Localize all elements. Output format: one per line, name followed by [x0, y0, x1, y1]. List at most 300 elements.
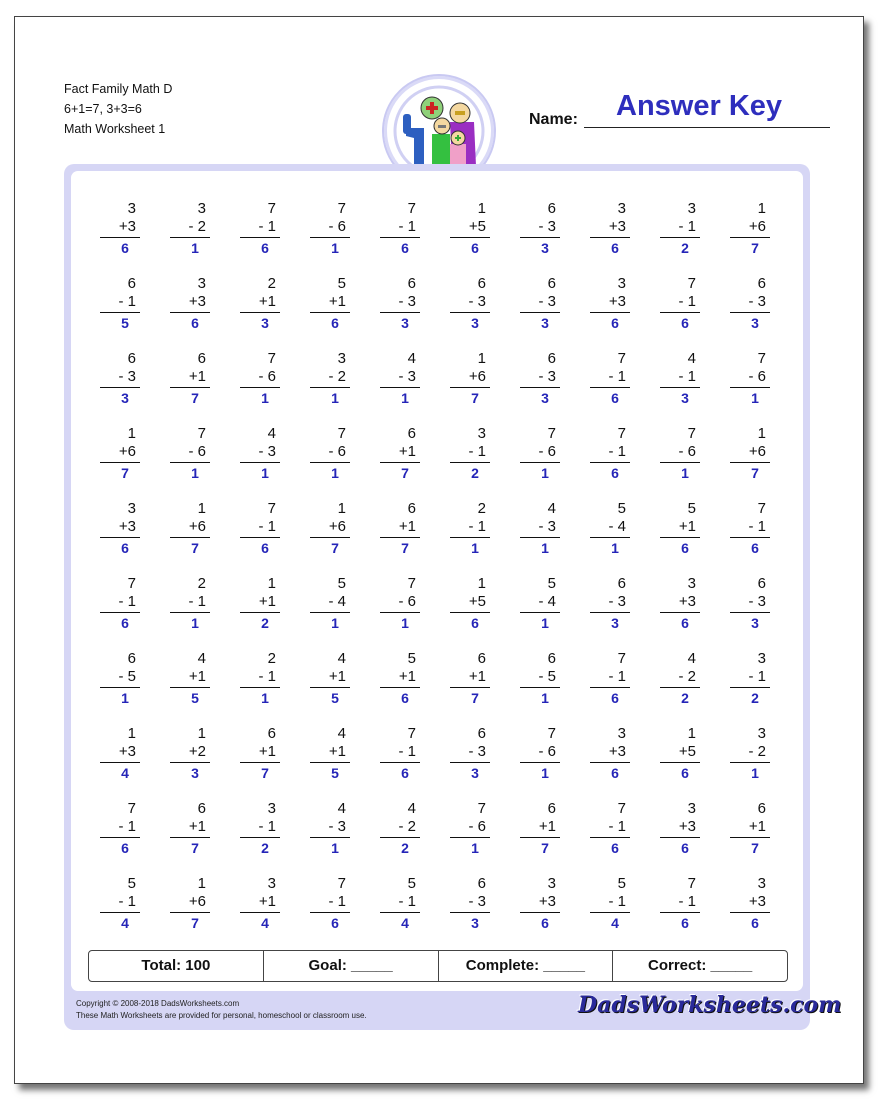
answer-rule	[590, 687, 630, 688]
answer: 3	[541, 315, 549, 331]
top-number: 7	[687, 875, 696, 892]
top-number: 3	[197, 200, 206, 217]
answer-rule	[450, 237, 490, 238]
answer-rule	[660, 687, 700, 688]
operand: +3	[678, 593, 696, 610]
operand: +1	[328, 293, 346, 310]
operand: - 1	[258, 218, 276, 235]
problem-item	[380, 425, 420, 482]
answer: 1	[611, 540, 619, 556]
answer-rule	[100, 612, 140, 613]
top-number: 7	[617, 350, 626, 367]
answer: 7	[331, 540, 339, 556]
operand: - 6	[398, 593, 416, 610]
top-number: 4	[337, 725, 346, 742]
answer-rule	[590, 237, 630, 238]
answer-rule	[660, 762, 700, 763]
top-number: 7	[477, 800, 486, 817]
answer-rule	[310, 462, 350, 463]
answer-rule	[100, 237, 140, 238]
top-number: 7	[617, 425, 626, 442]
answer-rule	[170, 912, 210, 913]
answer: 6	[401, 240, 409, 256]
answer: 3	[471, 915, 479, 931]
operand: - 1	[398, 893, 416, 910]
answer: 6	[681, 765, 689, 781]
answer: 3	[541, 240, 549, 256]
answer-rule	[590, 387, 630, 388]
problem-item	[310, 425, 350, 482]
operand: - 1	[118, 893, 136, 910]
answer: 6	[331, 315, 339, 331]
problem-item	[520, 800, 560, 857]
top-number: 5	[127, 875, 136, 892]
problem-item	[450, 275, 490, 332]
problem-item	[590, 275, 630, 332]
answer: 7	[191, 540, 199, 556]
top-number: 1	[477, 350, 486, 367]
operand: - 4	[328, 593, 346, 610]
operand: +6	[188, 893, 206, 910]
top-number: 7	[757, 350, 766, 367]
answer-rule	[520, 237, 560, 238]
answer: 7	[191, 915, 199, 931]
top-number: 7	[617, 800, 626, 817]
top-number: 5	[617, 500, 626, 517]
answer-rule	[730, 387, 770, 388]
answer: 4	[121, 765, 129, 781]
copyright-notice	[76, 998, 367, 1022]
top-number: 6	[547, 200, 556, 217]
problem-item	[100, 200, 140, 257]
operand: - 3	[398, 368, 416, 385]
usage-line: These Math Worksheets are provided for personal, homeschool or classroom use.	[76, 1011, 367, 1020]
answer-rule	[730, 312, 770, 313]
top-number: 2	[197, 575, 206, 592]
problem-item	[310, 650, 350, 707]
answer-rule	[590, 612, 630, 613]
answer: 1	[331, 390, 339, 406]
operand: - 3	[748, 293, 766, 310]
operand: - 2	[188, 218, 206, 235]
answer: 5	[331, 765, 339, 781]
operand: +3	[538, 893, 556, 910]
answer: 6	[471, 240, 479, 256]
problem-item	[380, 575, 420, 632]
operand: - 3	[328, 818, 346, 835]
answer: 7	[261, 765, 269, 781]
operand: - 1	[258, 818, 276, 835]
operand: - 1	[608, 368, 626, 385]
top-number: 3	[617, 275, 626, 292]
answer-rule	[450, 612, 490, 613]
problem-item	[100, 350, 140, 407]
answer: 6	[681, 315, 689, 331]
operand: +1	[258, 593, 276, 610]
answer-rule	[310, 312, 350, 313]
answer: 6	[611, 840, 619, 856]
problem-item	[730, 575, 770, 632]
problem-item	[450, 350, 490, 407]
name-label: Name:	[529, 111, 578, 128]
answer-rule	[660, 612, 700, 613]
answer: 3	[541, 390, 549, 406]
problem-item	[730, 725, 770, 782]
operand: - 5	[538, 668, 556, 685]
answer-rule	[520, 462, 560, 463]
operand: - 1	[118, 818, 136, 835]
top-number: 4	[687, 650, 696, 667]
answer-rule	[100, 912, 140, 913]
top-number: 6	[547, 350, 556, 367]
answer: 2	[401, 840, 409, 856]
answer-rule	[660, 537, 700, 538]
operand: - 1	[258, 518, 276, 535]
problem-item	[380, 200, 420, 257]
operand: - 1	[398, 743, 416, 760]
problem-item	[730, 200, 770, 257]
problem-item	[590, 425, 630, 482]
top-number: 6	[547, 650, 556, 667]
top-number: 1	[197, 725, 206, 742]
answer: 7	[191, 840, 199, 856]
problem-item	[310, 875, 350, 932]
operand: - 6	[678, 443, 696, 460]
answer: 3	[611, 615, 619, 631]
answer-rule	[100, 312, 140, 313]
answer: 6	[611, 315, 619, 331]
answer: 1	[401, 390, 409, 406]
problem-item	[310, 200, 350, 257]
answer: 2	[681, 240, 689, 256]
problem-item	[240, 875, 280, 932]
complete-cell: Complete: _____	[439, 951, 614, 981]
answer-rule	[310, 237, 350, 238]
answer-rule	[450, 837, 490, 838]
operand: - 1	[678, 293, 696, 310]
problem-item	[590, 875, 630, 932]
answer-rule	[380, 612, 420, 613]
problem-item	[240, 500, 280, 557]
problem-item	[380, 500, 420, 557]
problem-item	[240, 575, 280, 632]
operand: - 6	[538, 743, 556, 760]
top-number: 4	[547, 500, 556, 517]
problem-item	[380, 275, 420, 332]
problem-item	[310, 800, 350, 857]
top-number: 3	[757, 725, 766, 742]
answer: 2	[261, 840, 269, 856]
answer: 1	[541, 540, 549, 556]
top-number: 1	[197, 500, 206, 517]
operand: - 5	[118, 668, 136, 685]
answer: 4	[261, 915, 269, 931]
operand: - 3	[608, 593, 626, 610]
operand: +1	[748, 818, 766, 835]
brand-logo: DadsWorksheets.com	[578, 992, 842, 1018]
operand: - 1	[748, 668, 766, 685]
problem-item	[590, 800, 630, 857]
operand: - 3	[398, 293, 416, 310]
problem-item	[660, 200, 700, 257]
top-number: 3	[757, 650, 766, 667]
answer: 1	[541, 690, 549, 706]
problem-item	[590, 650, 630, 707]
top-number: 4	[407, 800, 416, 817]
problem-item	[520, 575, 560, 632]
operand: - 4	[608, 518, 626, 535]
answer-rule	[100, 687, 140, 688]
top-number: 2	[267, 275, 276, 292]
operand: - 6	[328, 218, 346, 235]
top-number: 7	[267, 200, 276, 217]
answer: 1	[121, 690, 129, 706]
operand: - 1	[608, 818, 626, 835]
problem-item	[660, 650, 700, 707]
name-line	[584, 127, 830, 128]
top-number: 6	[407, 275, 416, 292]
answer-rule	[240, 237, 280, 238]
answer-rule	[170, 687, 210, 688]
answer: 6	[121, 615, 129, 631]
problem-grid	[71, 171, 803, 991]
answer: 6	[681, 840, 689, 856]
answer-rule	[170, 837, 210, 838]
problem-item	[730, 650, 770, 707]
top-number: 6	[477, 725, 486, 742]
problem-item	[450, 800, 490, 857]
problem-item	[450, 650, 490, 707]
top-number: 6	[197, 350, 206, 367]
problem-item	[240, 725, 280, 782]
answer-rule	[310, 687, 350, 688]
answer-rule	[520, 312, 560, 313]
top-number: 7	[687, 425, 696, 442]
top-number: 7	[407, 200, 416, 217]
top-number: 3	[617, 725, 626, 742]
answer-rule	[730, 912, 770, 913]
top-number: 5	[407, 875, 416, 892]
operand: - 1	[608, 443, 626, 460]
problem-item	[520, 200, 560, 257]
top-number: 6	[127, 275, 136, 292]
operand: - 4	[538, 593, 556, 610]
answer-rule	[520, 762, 560, 763]
operand: - 6	[468, 818, 486, 835]
answer-rule	[590, 912, 630, 913]
operand: - 1	[118, 293, 136, 310]
answer-rule	[170, 762, 210, 763]
answer-rule	[310, 612, 350, 613]
answer: 3	[121, 390, 129, 406]
problem-panel	[64, 164, 810, 1030]
answer-rule	[450, 537, 490, 538]
top-number: 6	[757, 800, 766, 817]
operand: - 1	[398, 218, 416, 235]
operand: - 3	[468, 743, 486, 760]
problem-item	[660, 500, 700, 557]
answer-rule	[310, 537, 350, 538]
answer: 1	[261, 465, 269, 481]
answer: 6	[261, 540, 269, 556]
answer-rule	[590, 462, 630, 463]
problem-item	[730, 350, 770, 407]
top-number: 3	[127, 500, 136, 517]
answer-rule	[170, 312, 210, 313]
top-number: 1	[267, 575, 276, 592]
top-number: 4	[197, 650, 206, 667]
answer: 6	[611, 765, 619, 781]
answer-rule	[590, 312, 630, 313]
answer-rule	[100, 462, 140, 463]
operand: - 2	[748, 743, 766, 760]
answer-rule	[170, 537, 210, 538]
top-number: 3	[337, 350, 346, 367]
top-number: 7	[757, 500, 766, 517]
answer-rule	[520, 612, 560, 613]
operand: +6	[188, 518, 206, 535]
problem-item	[660, 425, 700, 482]
top-number: 1	[687, 725, 696, 742]
operand: - 6	[258, 368, 276, 385]
answer: 1	[261, 690, 269, 706]
operand: - 1	[468, 443, 486, 460]
answer-rule	[520, 687, 560, 688]
problem-item	[380, 725, 420, 782]
problem-item	[100, 275, 140, 332]
top-number: 7	[547, 425, 556, 442]
problem-item	[170, 500, 210, 557]
answer: 1	[191, 615, 199, 631]
top-number: 3	[617, 200, 626, 217]
operand: +3	[118, 518, 136, 535]
problem-item	[730, 425, 770, 482]
answer: 4	[611, 915, 619, 931]
answer-rule	[730, 687, 770, 688]
operand: +1	[328, 668, 346, 685]
top-number: 7	[337, 425, 346, 442]
top-number: 1	[197, 875, 206, 892]
answer: 1	[471, 540, 479, 556]
operand: +1	[328, 743, 346, 760]
answer-rule	[590, 762, 630, 763]
answer-rule	[660, 837, 700, 838]
answer: 6	[681, 615, 689, 631]
operand: +5	[678, 743, 696, 760]
problem-item	[310, 575, 350, 632]
operand: - 3	[538, 293, 556, 310]
problem-item	[660, 800, 700, 857]
answer: 7	[751, 840, 759, 856]
top-number: 6	[547, 275, 556, 292]
operand: - 1	[328, 893, 346, 910]
answer-rule	[240, 312, 280, 313]
operand: - 1	[258, 668, 276, 685]
problem-item	[450, 200, 490, 257]
operand: +1	[538, 818, 556, 835]
operand: - 3	[538, 518, 556, 535]
top-number: 1	[477, 200, 486, 217]
top-number: 7	[267, 500, 276, 517]
answer-rule	[660, 387, 700, 388]
problem-item	[100, 425, 140, 482]
answer-rule	[170, 237, 210, 238]
operand: - 3	[118, 368, 136, 385]
problem-item	[590, 500, 630, 557]
operand: +6	[118, 443, 136, 460]
answer: 7	[121, 465, 129, 481]
answer: 6	[751, 915, 759, 931]
problem-item	[310, 500, 350, 557]
operand: - 3	[468, 893, 486, 910]
problem-item	[450, 425, 490, 482]
answer-rule	[380, 912, 420, 913]
top-number: 3	[197, 275, 206, 292]
top-number: 5	[337, 575, 346, 592]
operand: +1	[188, 818, 206, 835]
operand: +1	[398, 518, 416, 535]
top-number: 1	[757, 425, 766, 442]
top-number: 7	[197, 425, 206, 442]
problem-item	[240, 200, 280, 257]
answer: 3	[471, 765, 479, 781]
problem-item	[170, 275, 210, 332]
top-number: 6	[407, 500, 416, 517]
answer: 3	[751, 615, 759, 631]
top-number: 6	[407, 425, 416, 442]
problem-item	[590, 350, 630, 407]
problem-item	[520, 425, 560, 482]
operand: +3	[678, 818, 696, 835]
problem-item	[450, 500, 490, 557]
answer: 3	[191, 765, 199, 781]
operand: - 3	[538, 218, 556, 235]
operand: +3	[748, 893, 766, 910]
operand: +1	[468, 668, 486, 685]
answer: 3	[681, 390, 689, 406]
problem-item	[730, 275, 770, 332]
operand: - 2	[398, 818, 416, 835]
answer-rule	[380, 237, 420, 238]
operand: - 2	[328, 368, 346, 385]
problem-item	[380, 650, 420, 707]
copyright-line: Copyright © 2008-2018 DadsWorksheets.com	[76, 999, 240, 1008]
operand: +6	[748, 218, 766, 235]
problem-item	[520, 650, 560, 707]
problem-item	[170, 200, 210, 257]
answer: 5	[121, 315, 129, 331]
answer-rule	[240, 912, 280, 913]
answer-rule	[520, 537, 560, 538]
answer-rule	[380, 837, 420, 838]
top-number: 5	[407, 650, 416, 667]
top-number: 6	[477, 650, 486, 667]
top-number: 6	[757, 575, 766, 592]
operand: - 6	[328, 443, 346, 460]
answer: 3	[401, 315, 409, 331]
answer-rule	[450, 912, 490, 913]
problem-item	[380, 350, 420, 407]
answer: 3	[471, 315, 479, 331]
problem-item	[240, 425, 280, 482]
top-number: 3	[547, 875, 556, 892]
answer-rule	[100, 762, 140, 763]
operand: - 1	[468, 518, 486, 535]
answer-rule	[240, 462, 280, 463]
top-number: 4	[337, 650, 346, 667]
answer: 7	[471, 390, 479, 406]
problem-item	[100, 725, 140, 782]
